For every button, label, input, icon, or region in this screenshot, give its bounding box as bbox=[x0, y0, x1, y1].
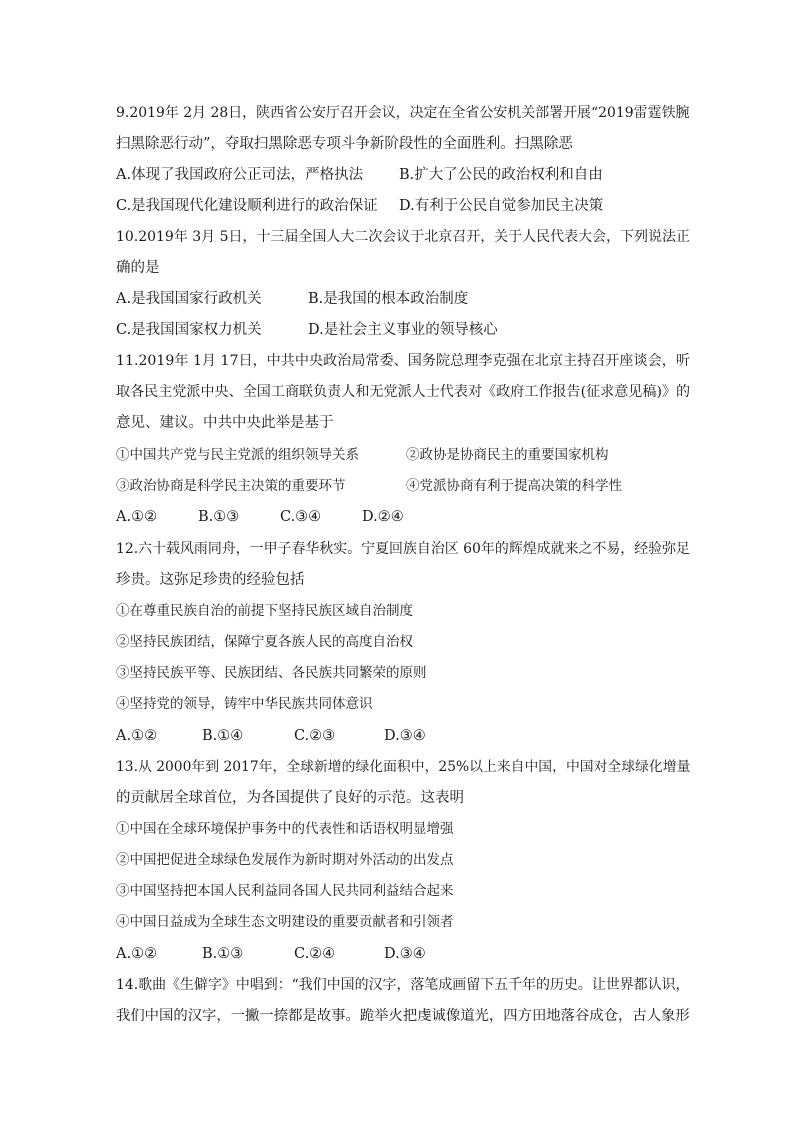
q14-stem-line-2: 我们中国的汉字，一撇一捺都是故事。跪举火把虔诚像道光，四方田地落谷成仓，古人象形 bbox=[116, 1008, 690, 1024]
q14-stem-line-1: 14.歌曲《生僻字》中唱到：“我们中国的汉字，落笔成画留下五千年的历史。让世界都认识， bbox=[116, 977, 690, 993]
q10-option-c: C.是我国国家权力机关 bbox=[116, 322, 262, 338]
q10-option-a: A.是我国国家行政机关 bbox=[116, 291, 262, 307]
q9-option-a: A.体现了我国政府公正司法，严格执法 bbox=[116, 167, 364, 183]
q13-stem-line-2: 的贡献居全球首位，为各国提供了良好的示范。这表明 bbox=[116, 790, 464, 806]
q12-statement-1: ①在尊重民族自治的前提下坚持民族区域自治制度 bbox=[116, 603, 413, 619]
q13-option-d: D.③④ bbox=[384, 946, 426, 962]
q9-option-c: C.是我国现代化建设顺利进行的政治保证 bbox=[116, 198, 378, 214]
q13-statement-3: ③中国坚持把本国人民利益同各国人民共同利益结合起来 bbox=[116, 883, 454, 899]
q11-option-c: C.③④ bbox=[280, 509, 322, 525]
q11-option-b: B.①③ bbox=[198, 509, 240, 525]
q13-option-c: C.②④ bbox=[294, 946, 336, 962]
q12-option-d: D.③④ bbox=[384, 728, 426, 744]
q11-statement-4: ④党派协商有利于提高决策的科学性 bbox=[406, 478, 622, 494]
q12-statement-2: ②坚持民族团结，保障宁夏各族人民的高度自治权 bbox=[116, 634, 413, 650]
q10-option-d: D.是社会主义事业的领导核心 bbox=[308, 322, 498, 338]
q13-option-a: A.①② bbox=[116, 946, 158, 962]
q11-statement-2: ②政协是协商民主的重要国家机构 bbox=[406, 447, 609, 463]
q11-option-a: A.①② bbox=[116, 509, 158, 525]
q10-option-b: B.是我国的根本政治制度 bbox=[308, 291, 469, 307]
q12-statement-4: ④坚持党的领导，铸牢中华民族共同体意识 bbox=[116, 696, 373, 712]
q11-stem-line-1: 11.2019年 1月 17日，中共中央政治局常委、国务院总理李克强在北京主持召开座谈会，听 bbox=[116, 353, 690, 369]
q9-option-d: D.有利于公民自觉参加民主决策 bbox=[399, 198, 604, 214]
q12-option-c: C.②③ bbox=[294, 728, 336, 744]
q13-statement-2: ②中国把促进全球绿色发展作为新时期对外活动的出发点 bbox=[116, 852, 454, 868]
q12-option-b: B.①④ bbox=[202, 728, 244, 744]
q13-stem-line-1: 13.从 2000年到 2017年，全球新增的绿化面积中，25%以上来自中国，中国对全球绿化增量 bbox=[116, 759, 691, 775]
q12-stem-line-2: 珍贵。这弥足珍贵的经验包括 bbox=[116, 572, 305, 588]
q10-stem-line-1: 10.2019年 3月 5日，十三届全国人大二次会议于北京召开，关于人民代表大会，下列说法正 bbox=[116, 229, 690, 245]
q13-statement-4: ④中国日益成为全球生态文明建设的重要贡献者和引领者 bbox=[116, 914, 454, 930]
q12-statement-3: ③坚持民族平等、民族团结、各民族共同繁荣的原则 bbox=[116, 665, 427, 681]
q13-statement-1: ①中国在全球环境保护事务中的代表性和话语权明显增强 bbox=[116, 821, 454, 837]
q9-stem-line-1: 9.2019年 2月 28日，陕西省公安厅召开会议，决定在全省公安机关部署开展“2019雷霆铁腕 bbox=[116, 105, 690, 121]
q11-statement-3: ③政治协商是科学民主决策的重要环节 bbox=[116, 478, 346, 494]
q11-stem-line-3: 意见、建议。中共中央此举是基于 bbox=[116, 415, 334, 431]
q11-statement-1: ①中国共产党与民主党派的组织领导关系 bbox=[116, 447, 359, 463]
q12-stem-line-1: 12.六十载风雨同舟，一甲子春华秋实。宁夏回族自治区 60年的辉煌成就来之不易，经验弥足 bbox=[116, 541, 690, 557]
q9-stem-line-2: 扫黑除恶行动”，夺取扫黑除恶专项斗争新阶段性的全面胜利。扫黑除恶 bbox=[116, 136, 573, 152]
q11-stem-line-2: 取各民主党派中央、全国工商联负责人和无党派人士代表对《政府工作报告(征求意见稿)》的 bbox=[116, 384, 691, 400]
q13-option-b: B.①③ bbox=[202, 946, 244, 962]
q12-option-a: A.①② bbox=[116, 728, 158, 744]
q10-stem-line-2: 确的是 bbox=[116, 260, 160, 276]
q9-option-b: B.扩大了公民的政治权利和自由 bbox=[399, 167, 603, 183]
q11-option-d: D.②④ bbox=[362, 509, 404, 525]
